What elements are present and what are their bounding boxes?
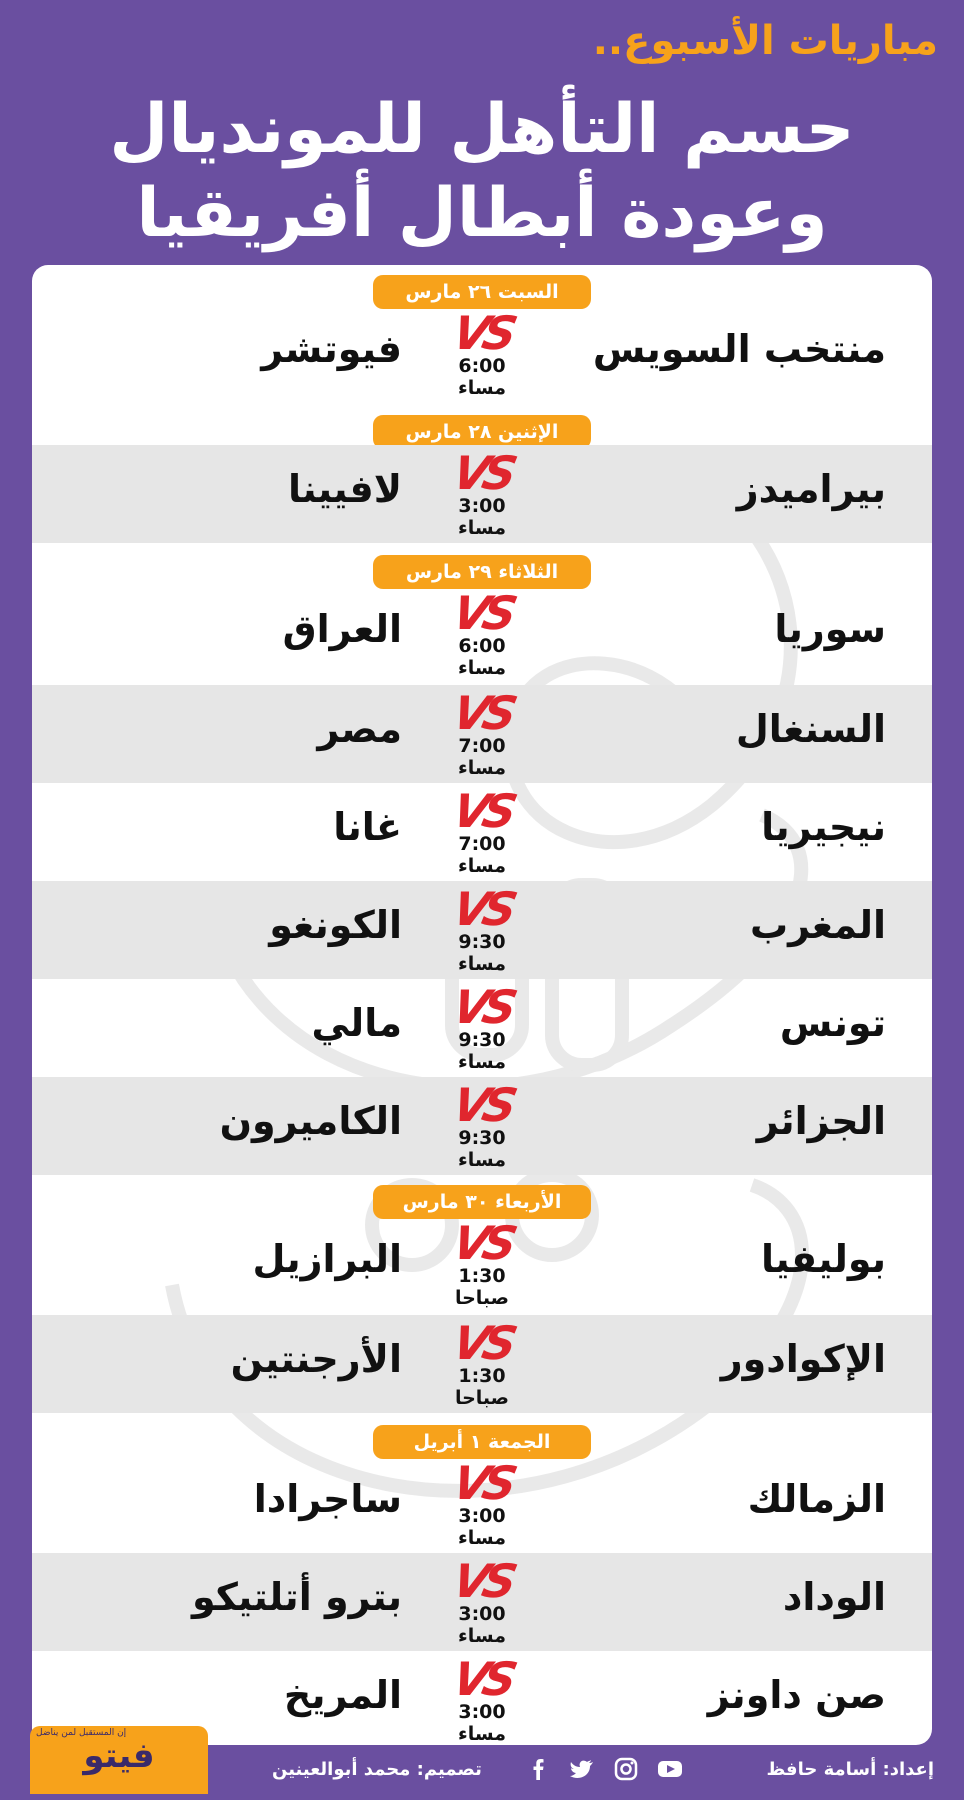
vs-icon: VS bbox=[447, 882, 517, 936]
vs-icon: VS bbox=[447, 784, 517, 838]
match-time: 3:00 مساء bbox=[458, 1603, 506, 1647]
vs-icon: VS bbox=[447, 306, 517, 360]
schedule-card bbox=[32, 265, 932, 1745]
youtube-icon[interactable] bbox=[657, 1756, 683, 1782]
match-time: 3:00 مساء bbox=[458, 1505, 506, 1549]
vs-icon: VS bbox=[447, 686, 517, 740]
vs-badge bbox=[432, 1216, 532, 1309]
match-row bbox=[32, 1455, 932, 1553]
away-team bbox=[92, 1673, 402, 1717]
vs-icon: VS bbox=[447, 446, 517, 500]
away-team-name: بترو أتلتيكو bbox=[191, 1575, 402, 1619]
away-team bbox=[92, 1001, 402, 1045]
away-team-name: المريخ bbox=[283, 1673, 402, 1717]
vs-icon: VS bbox=[447, 1456, 517, 1510]
brand-logo bbox=[30, 1726, 208, 1794]
home-team: صن داونز bbox=[707, 1673, 886, 1717]
match-row bbox=[32, 979, 932, 1077]
away-team-name: العراق bbox=[282, 607, 402, 651]
home-team: المغرب bbox=[749, 903, 886, 947]
home-team: منتخب السويس bbox=[592, 327, 886, 371]
facebook-icon[interactable] bbox=[525, 1756, 551, 1782]
home-team: الوداد bbox=[782, 1575, 886, 1619]
day-label: الأربعاء ٣٠ مارس bbox=[373, 1185, 591, 1219]
header bbox=[0, 0, 964, 265]
match-row bbox=[32, 1215, 932, 1313]
match-row bbox=[32, 305, 932, 403]
vs-badge bbox=[432, 586, 532, 679]
page-title bbox=[0, 88, 964, 256]
match-time: 7:00 مساء bbox=[458, 833, 506, 877]
match-time: 6:00 مساء bbox=[458, 635, 506, 679]
kicker: مباريات الأسبوع.. bbox=[592, 18, 938, 64]
match-row bbox=[32, 1077, 932, 1175]
home-team: السنغال bbox=[735, 707, 886, 751]
match-row bbox=[32, 685, 932, 783]
home-team: الإكوادور bbox=[720, 1337, 886, 1381]
vs-icon: VS bbox=[447, 586, 517, 640]
home-team: بيراميدز bbox=[736, 467, 886, 511]
match-row bbox=[32, 1315, 932, 1413]
away-team bbox=[92, 1237, 402, 1281]
home-team: تونس bbox=[779, 1001, 886, 1045]
designed-by: تصميم: محمد أبوالعينين bbox=[272, 1759, 482, 1780]
match-time: 1:30 صباحا bbox=[454, 1365, 510, 1409]
away-team bbox=[92, 1477, 402, 1521]
title-line-2: وعودة أبطال أفريقيا bbox=[136, 174, 828, 253]
match-row bbox=[32, 881, 932, 979]
vs-badge bbox=[432, 1554, 532, 1647]
away-team bbox=[92, 1337, 402, 1381]
match-time: 6:00 مساء bbox=[458, 355, 506, 399]
vs-badge bbox=[432, 1456, 532, 1549]
match-row bbox=[32, 783, 932, 881]
away-team bbox=[92, 327, 402, 371]
match-time: 3:00 مساء bbox=[458, 495, 506, 539]
title-line-1: حسم التأهل للمونديال bbox=[109, 90, 855, 169]
away-team-name: مصر bbox=[317, 707, 402, 751]
away-team bbox=[92, 607, 402, 651]
away-team bbox=[92, 467, 402, 511]
day-label: الإثنين ٢٨ مارس bbox=[373, 415, 591, 449]
vs-badge bbox=[432, 980, 532, 1073]
vs-icon: VS bbox=[447, 1078, 517, 1132]
vs-badge bbox=[432, 686, 532, 779]
away-team-name: مالي bbox=[311, 1001, 402, 1045]
match-row bbox=[32, 1553, 932, 1651]
match-row bbox=[32, 445, 932, 543]
home-team: بوليفيا bbox=[760, 1237, 886, 1281]
home-team: سوريا bbox=[774, 607, 886, 651]
match-time: 7:00 مساء bbox=[458, 735, 506, 779]
vs-badge bbox=[432, 446, 532, 539]
away-team-name: الكونغو bbox=[269, 903, 402, 947]
vs-badge bbox=[432, 1652, 532, 1745]
day-label: السبت ٢٦ مارس bbox=[373, 275, 591, 309]
away-team-name: ساجرادا bbox=[253, 1477, 402, 1521]
vs-icon: VS bbox=[447, 1216, 517, 1270]
match-row bbox=[32, 585, 932, 683]
home-team: الجزائر bbox=[756, 1099, 886, 1143]
away-team-name: لافيينا bbox=[288, 467, 402, 511]
vs-badge bbox=[432, 784, 532, 877]
match-time: 9:30 مساء bbox=[458, 931, 506, 975]
vs-icon: VS bbox=[447, 1554, 517, 1608]
away-team-name: الكاميرون bbox=[219, 1099, 402, 1143]
away-team-name: غانا bbox=[333, 805, 402, 849]
day-label: الجمعة ١ أبريل bbox=[373, 1425, 591, 1459]
vs-icon: VS bbox=[447, 1316, 517, 1370]
twitter-icon[interactable] bbox=[569, 1756, 595, 1782]
vs-icon: VS bbox=[447, 980, 517, 1034]
away-team-name: فيوتشر bbox=[261, 327, 402, 371]
vs-icon: VS bbox=[447, 1652, 517, 1706]
prepared-by: إعداد: أسامة حافظ bbox=[766, 1759, 934, 1780]
match-time: 3:00 مساء bbox=[458, 1701, 506, 1745]
away-team bbox=[92, 903, 402, 947]
home-team: نيجيريا bbox=[761, 805, 886, 849]
away-team-name: الأرجنتين bbox=[230, 1337, 402, 1381]
vs-badge bbox=[432, 1078, 532, 1171]
away-team bbox=[92, 1099, 402, 1143]
day-label: الثلاثاء ٢٩ مارس bbox=[373, 555, 591, 589]
match-time: 9:30 مساء bbox=[458, 1029, 506, 1073]
match-time: 1:30 صباحا bbox=[454, 1265, 510, 1309]
vs-badge bbox=[432, 306, 532, 399]
vs-badge bbox=[432, 1316, 532, 1409]
away-team bbox=[92, 707, 402, 751]
logo-tagline: إن المستقبل لمن يناضل bbox=[36, 1728, 127, 1738]
away-team bbox=[92, 805, 402, 849]
logo-text: فيتو bbox=[83, 1736, 155, 1776]
vs-badge bbox=[432, 882, 532, 975]
home-team: الزمالك bbox=[747, 1477, 886, 1521]
match-time: 9:30 مساء bbox=[458, 1127, 506, 1171]
instagram-icon[interactable] bbox=[613, 1756, 639, 1782]
away-team bbox=[92, 1575, 402, 1619]
away-team-name: البرازيل bbox=[252, 1237, 402, 1281]
